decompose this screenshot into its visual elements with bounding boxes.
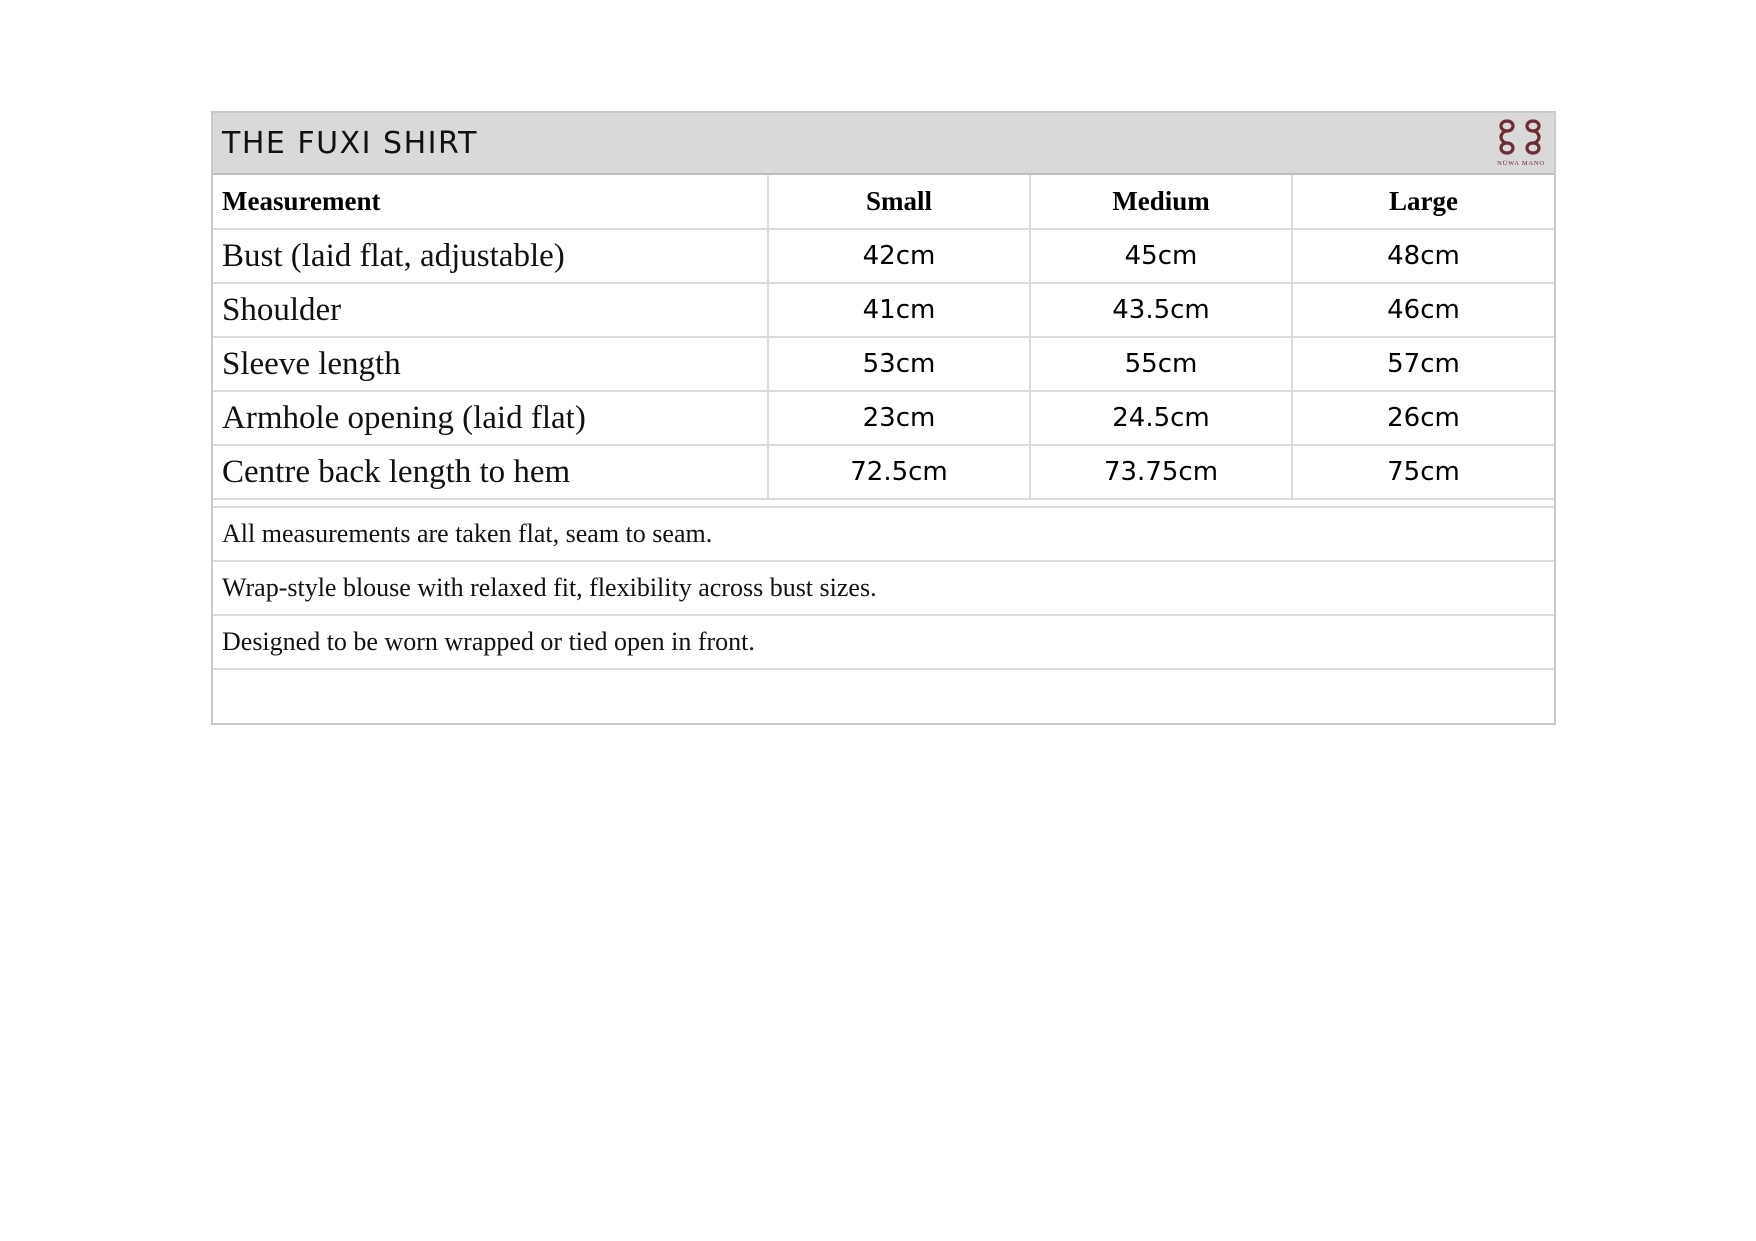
note-row bbox=[213, 561, 1554, 615]
value-medium: 73.75cm bbox=[1030, 445, 1292, 499]
value-large: 46cm bbox=[1292, 283, 1554, 337]
size-chart bbox=[211, 111, 1556, 725]
value-small: 42cm bbox=[768, 229, 1030, 283]
measurement-table bbox=[213, 175, 1554, 723]
value-large: 26cm bbox=[1292, 391, 1554, 445]
row-label: Armhole opening (laid flat) bbox=[213, 391, 768, 445]
note-row bbox=[213, 507, 1554, 561]
note-text bbox=[213, 669, 1554, 723]
value-small: 72.5cm bbox=[768, 445, 1030, 499]
value-small: 23cm bbox=[768, 391, 1030, 445]
brand-logo-icon bbox=[1493, 115, 1549, 169]
table-row bbox=[213, 445, 1554, 499]
row-label: Bust (laid flat, adjustable) bbox=[213, 229, 768, 283]
table-row bbox=[213, 229, 1554, 283]
value-medium: 43.5cm bbox=[1030, 283, 1292, 337]
row-label: Shoulder bbox=[213, 283, 768, 337]
value-medium: 55cm bbox=[1030, 337, 1292, 391]
value-large: 57cm bbox=[1292, 337, 1554, 391]
note-row-empty bbox=[213, 669, 1554, 723]
row-label: Centre back length to hem bbox=[213, 445, 768, 499]
note-row bbox=[213, 615, 1554, 669]
note-text: Wrap-style blouse with relaxed fit, flexibility across bust sizes. bbox=[213, 561, 1554, 615]
value-medium: 24.5cm bbox=[1030, 391, 1292, 445]
value-large: 75cm bbox=[1292, 445, 1554, 499]
row-label: Sleeve length bbox=[213, 337, 768, 391]
column-header-measurement: Measurement bbox=[213, 175, 768, 229]
value-small: 53cm bbox=[768, 337, 1030, 391]
value-small: 41cm bbox=[768, 283, 1030, 337]
table-row bbox=[213, 283, 1554, 337]
column-header-large: Large bbox=[1292, 175, 1554, 229]
spacer-row bbox=[213, 499, 1554, 507]
note-text: Designed to be worn wrapped or tied open in front. bbox=[213, 615, 1554, 669]
value-medium: 45cm bbox=[1030, 229, 1292, 283]
page-title: THE FUXI SHIRT bbox=[222, 126, 478, 161]
value-large: 48cm bbox=[1292, 229, 1554, 283]
table-header-row bbox=[213, 175, 1554, 229]
table-row bbox=[213, 337, 1554, 391]
column-header-small: Small bbox=[768, 175, 1030, 229]
table-row bbox=[213, 391, 1554, 445]
column-header-medium: Medium bbox=[1030, 175, 1292, 229]
logo-text: NŪWA MANO bbox=[1497, 160, 1545, 167]
title-bar bbox=[213, 113, 1554, 175]
note-text: All measurements are taken flat, seam to seam. bbox=[213, 507, 1554, 561]
